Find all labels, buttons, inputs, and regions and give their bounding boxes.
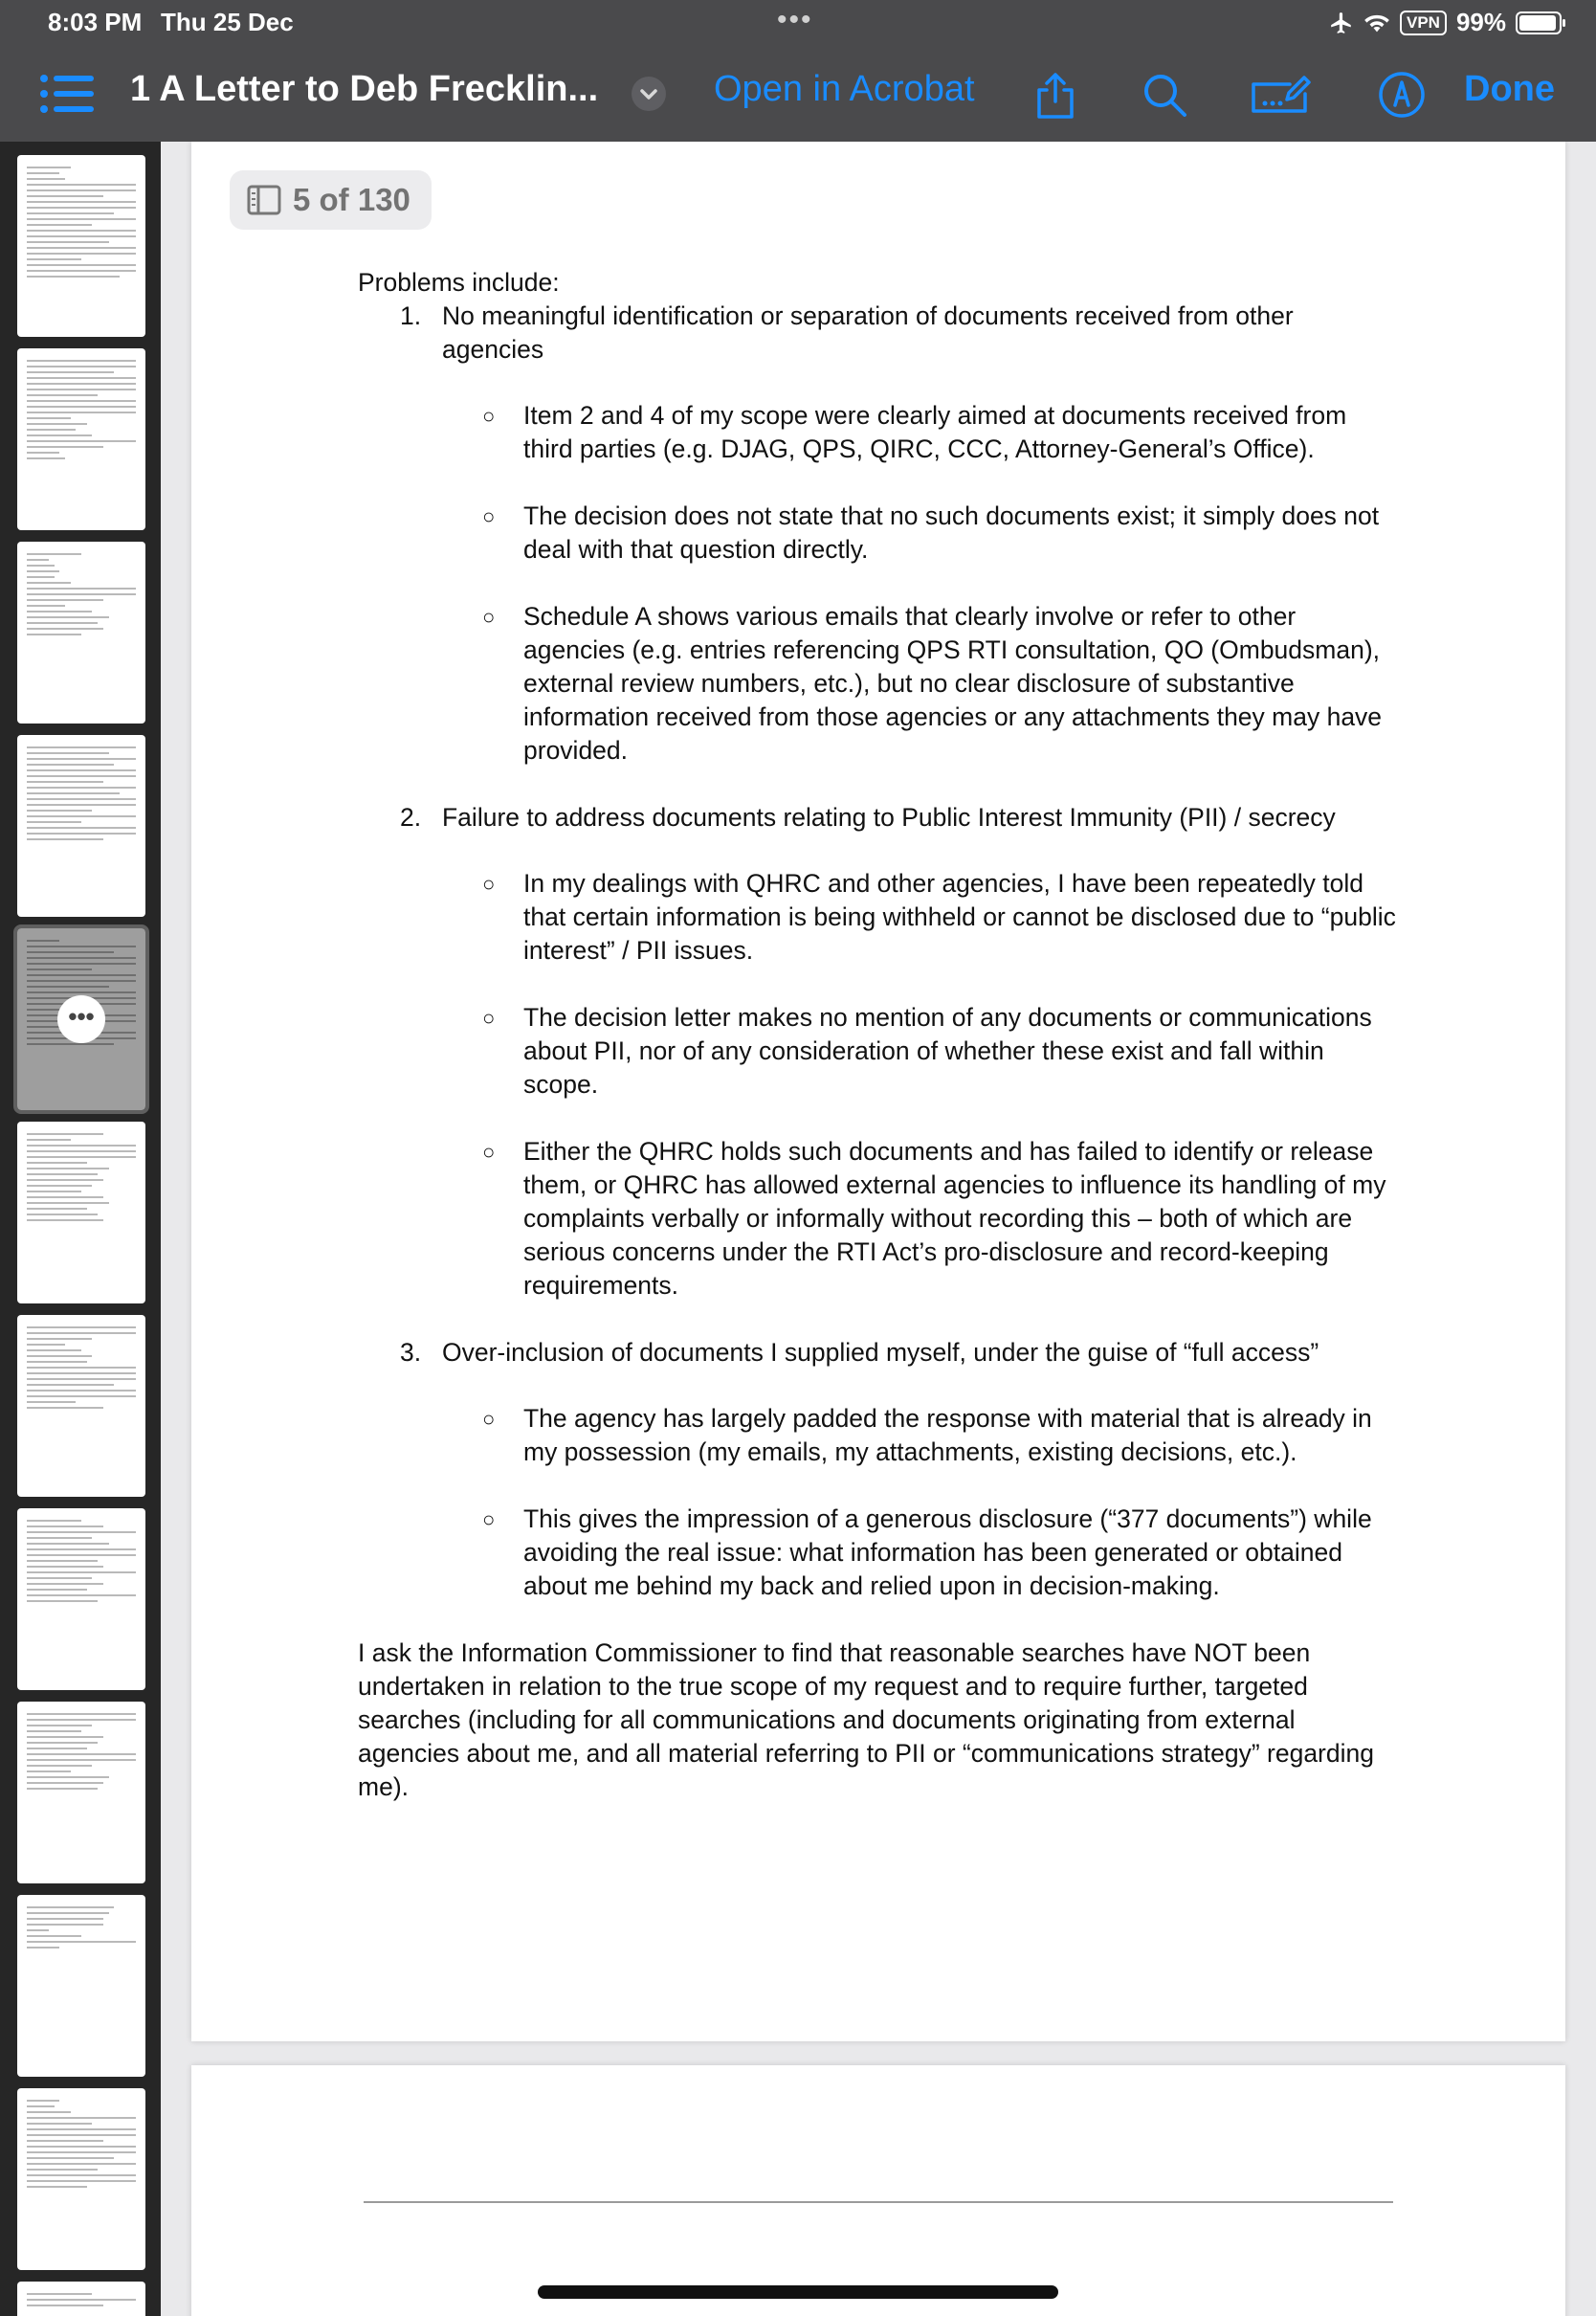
- bullet-item: [358, 867, 1401, 968]
- bullet-item: [358, 1503, 1401, 1603]
- document-title[interactable]: 1 A Letter to Deb Frecklin...: [130, 69, 599, 109]
- bullet-item: [358, 1135, 1401, 1303]
- bullet-icon: ○: [482, 605, 496, 629]
- page-thumbnail[interactable]: [17, 542, 145, 724]
- bullet-item: [358, 500, 1401, 567]
- page-indicator-text: 5 of 130: [293, 182, 410, 217]
- page-content: [358, 266, 1401, 1804]
- bullet-text: The decision letter makes no mention of any documents or communications about PII, nor of any consideration of whether these exist and fall within scope.: [523, 1003, 1372, 1099]
- multitasking-dots-icon[interactable]: •••: [777, 4, 813, 35]
- page-icon: [247, 185, 281, 215]
- page-thumbnail[interactable]: [17, 1508, 145, 1690]
- bullet-icon: ○: [482, 872, 496, 896]
- bullet-text: The agency has largely padded the response with material that is already in my possession (my emails, my attachments, existing decisions, etc.).: [523, 1404, 1372, 1466]
- page-thumbnail[interactable]: [17, 1315, 145, 1497]
- more-options-icon[interactable]: •••: [57, 995, 105, 1043]
- pdf-page-next: [191, 2065, 1565, 2316]
- page-thumbnail[interactable]: [17, 155, 145, 337]
- bullet-text: This gives the impression of a generous disclosure (“377 documents”) while avoiding the real issue: what information has been generated or obtained about me behind my back and relied upon in decision-making.: [523, 1504, 1372, 1600]
- page-indicator: [230, 170, 432, 230]
- page-thumbnail[interactable]: [17, 2088, 145, 2270]
- status-bar: [0, 0, 1596, 46]
- item-heading: No meaningful identification or separation of documents received from other agencies: [442, 301, 1294, 364]
- page-thumbnail[interactable]: [17, 348, 145, 530]
- thumbnail-sidebar[interactable]: [0, 142, 161, 2316]
- battery-icon: [1516, 11, 1562, 34]
- page-thumbnail[interactable]: [17, 1702, 145, 1883]
- bullet-item: [358, 1402, 1401, 1469]
- toolbar: [0, 46, 1596, 142]
- pdf-page: [191, 142, 1565, 2041]
- pen-icon[interactable]: [1376, 69, 1428, 121]
- done-button[interactable]: Done: [1464, 69, 1555, 109]
- page-thumbnail[interactable]: [17, 2282, 145, 2316]
- markup-icon[interactable]: [1250, 69, 1313, 121]
- airplane-icon: [1329, 11, 1354, 35]
- bullet-text: Schedule A shows various emails that clearly involve or refer to other agencies (e.g. entries referencing QPS RTI consultation, QO (Ombudsman), external review numbers, etc.), but no clear disclosure of substantive information received from those agencies or any attachments they may have provided.: [523, 602, 1383, 765]
- bullet-item: [358, 1001, 1401, 1102]
- item-heading: Over-inclusion of documents I supplied myself, under the guise of “full access”: [442, 1338, 1319, 1367]
- bullet-icon: ○: [482, 404, 496, 428]
- page-thumbnail[interactable]: [17, 1122, 145, 1303]
- page-thumbnail[interactable]: [17, 1895, 145, 2077]
- bullet-icon: ○: [482, 504, 496, 528]
- intro-text: Problems include:: [358, 268, 560, 297]
- vpn-badge: VPN: [1400, 11, 1447, 35]
- bullet-icon: ○: [482, 1407, 496, 1431]
- bullet-icon: ○: [482, 1140, 496, 1164]
- list-icon[interactable]: [38, 71, 96, 117]
- page-divider-line: [364, 2201, 1393, 2203]
- status-right: [1329, 8, 1562, 37]
- numbered-item: [358, 801, 1401, 835]
- status-date: Thu 25 Dec: [161, 8, 294, 36]
- closing-paragraph: I ask the Information Commissioner to find that reasonable searches have NOT been undertaken in relation to the true scope of my request and to require further, targeted searches (including for all communications and documents originating from external agencies about me, and all material referring to PII or “communications strategy” regarding me).: [358, 1638, 1374, 1801]
- home-indicator[interactable]: [538, 2285, 1058, 2299]
- open-in-acrobat-button[interactable]: Open in Acrobat: [714, 69, 975, 109]
- battery-percent: 99%: [1455, 8, 1506, 36]
- bullet-text: In my dealings with QHRC and other agencies, I have been repeatedly told that certain information is being withheld or cannot be disclosed due to “public interest” / PII issues.: [523, 869, 1396, 965]
- page-thumbnail-active[interactable]: [17, 928, 145, 1110]
- bullet-text: Either the QHRC holds such documents and has failed to identify or release them, or QHRC has allowed external agencies to influence its handling of my complaints verbally or informally without recording this – both of which are serious concerns under the RTI Act’s pro-disclosure and record-keeping requirements.: [523, 1137, 1386, 1300]
- item-heading: Failure to address documents relating to Public Interest Immunity (PII) / secrecy: [442, 803, 1336, 832]
- bullet-item: [358, 399, 1401, 466]
- bullet-text: Item 2 and 4 of my scope were clearly aimed at documents received from third parties (e.g. DJAG, QPS, QIRC, CCC, Attorney-General’s Office).: [523, 401, 1347, 463]
- page-thumbnail[interactable]: [17, 735, 145, 917]
- bullet-text: The decision does not state that no such documents exist; it simply does not deal with that question directly.: [523, 501, 1380, 564]
- bullet-icon: ○: [482, 1006, 496, 1030]
- item-number: 1.: [400, 301, 422, 330]
- status-time: 8:03 PM: [48, 8, 143, 36]
- item-number: 3.: [400, 1338, 422, 1367]
- chevron-down-icon: [632, 77, 666, 111]
- item-number: 2.: [400, 803, 422, 832]
- bullet-icon: ○: [482, 1507, 496, 1531]
- wifi-icon: [1363, 11, 1390, 34]
- share-icon[interactable]: [1030, 69, 1081, 121]
- document-view[interactable]: [161, 142, 1596, 2316]
- numbered-item: [358, 1336, 1401, 1370]
- search-icon[interactable]: [1139, 69, 1190, 121]
- bullet-item: [358, 600, 1401, 768]
- numbered-item: [358, 300, 1401, 367]
- title-menu-button[interactable]: [632, 77, 666, 111]
